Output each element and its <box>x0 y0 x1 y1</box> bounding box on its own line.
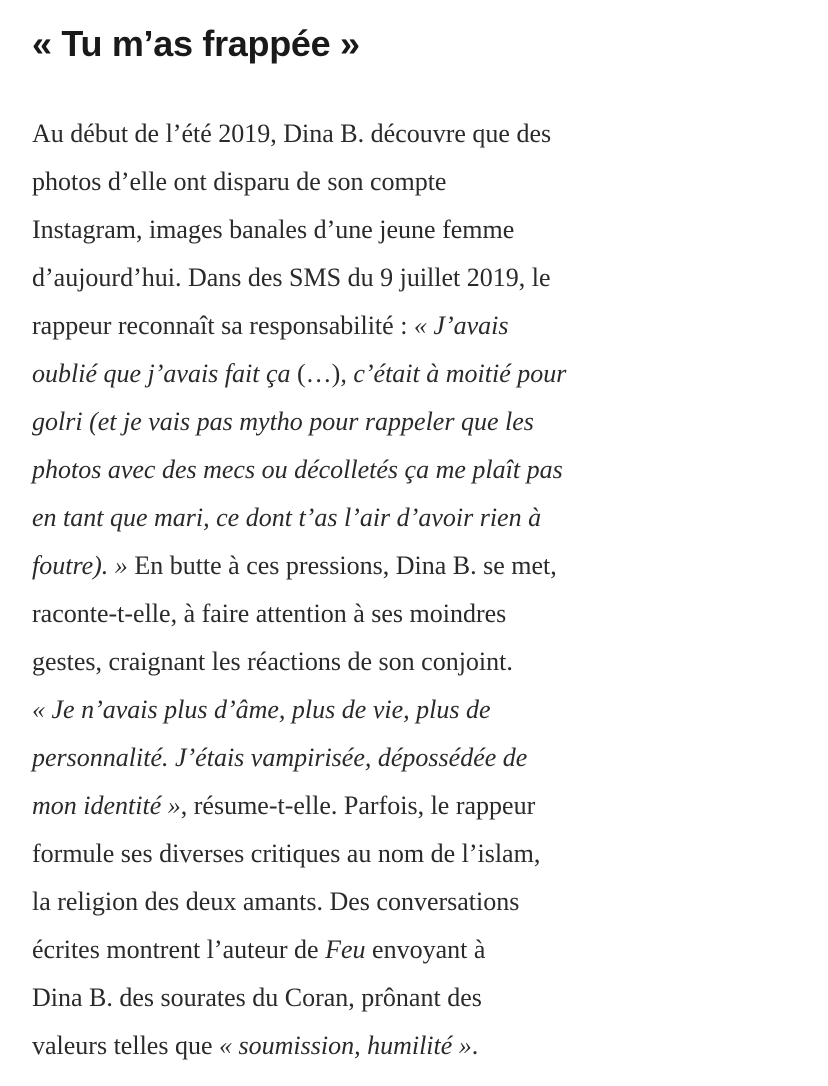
text-run: envoyant à <box>365 935 486 964</box>
text-run: (…) <box>297 359 341 388</box>
section-heading: « Tu m’as frappée » <box>32 23 360 64</box>
text-run: . <box>471 1031 479 1060</box>
paragraph-line <box>32 830 822 878</box>
text-run: photos d’elle ont disparu de son compte <box>32 167 447 196</box>
text-run: , résume-t-elle. Parfois, le rappeur <box>180 791 536 820</box>
quote-run: golri (et je vais pas mytho pour rappeler que les <box>32 407 534 436</box>
paragraph-line <box>32 302 822 350</box>
paragraph-line <box>32 110 822 158</box>
paragraph-line <box>32 1022 822 1070</box>
quote-run: mon identité » <box>32 791 181 820</box>
quote-run: « soumission, humilité » <box>219 1031 472 1060</box>
paragraph-line <box>32 782 822 830</box>
paragraph-line <box>32 638 822 686</box>
paragraph-line <box>32 590 822 638</box>
text-run: formule ses diverses critiques au nom de l’islam, <box>32 839 541 868</box>
quote-run: « J’avais <box>413 311 509 340</box>
paragraph-line <box>32 398 822 446</box>
paragraph-line <box>32 734 822 782</box>
quote-run: personnalité. J’étais vampirisée, dépossédée de <box>32 743 528 772</box>
text-run: valeurs telles que <box>32 1031 219 1060</box>
quote-run: « Je n’avais plus d’âme, plus de vie, plus de <box>32 695 491 724</box>
text-run: En butte à ces pressions, Dina B. se met, <box>127 551 557 580</box>
paragraph-line <box>32 206 822 254</box>
text-run: Dina B. des sourates du Coran, prônant des <box>32 983 482 1012</box>
article-paragraph <box>32 110 822 1070</box>
text-run: Au début de l’été 2019, Dina B. découvre que des <box>32 119 552 148</box>
text-run: la religion des deux amants. Des conversations <box>32 887 520 916</box>
paragraph-line <box>32 878 822 926</box>
paragraph-line <box>32 686 822 734</box>
quote-run: oublié que j’avais fait ça <box>32 359 298 388</box>
article <box>32 18 822 1070</box>
quote-run: , c’était à moitié pour <box>340 359 567 388</box>
text-run: écrites montrent l’auteur de <box>32 935 326 964</box>
paragraph-line <box>32 446 822 494</box>
text-run: gestes, craignant les réactions de son conjoint. <box>32 647 513 676</box>
paragraph-line <box>32 254 822 302</box>
text-run: raconte-t-elle, à faire attention à ses moindres <box>32 599 507 628</box>
quote-run: en tant que mari, ce dont t’as l’air d’avoir rien à <box>32 503 542 532</box>
quote-run: foutre). » <box>32 551 128 580</box>
paragraph-line <box>32 542 822 590</box>
text-run: d’aujourd’hui. Dans des SMS du 9 juillet 2019, le <box>32 263 551 292</box>
book-title-run: Feu <box>325 935 366 964</box>
paragraph-line <box>32 926 822 974</box>
paragraph-line <box>32 158 822 206</box>
quote-run: photos avec des mecs ou décolletés ça me plaît pas <box>32 455 563 484</box>
paragraph-line <box>32 350 822 398</box>
paragraph-line <box>32 494 822 542</box>
text-run: rappeur reconnaît sa responsabilité : <box>32 311 414 340</box>
text-run: Instagram, images banales d’une jeune femme <box>32 215 515 244</box>
paragraph-line <box>32 974 822 1022</box>
